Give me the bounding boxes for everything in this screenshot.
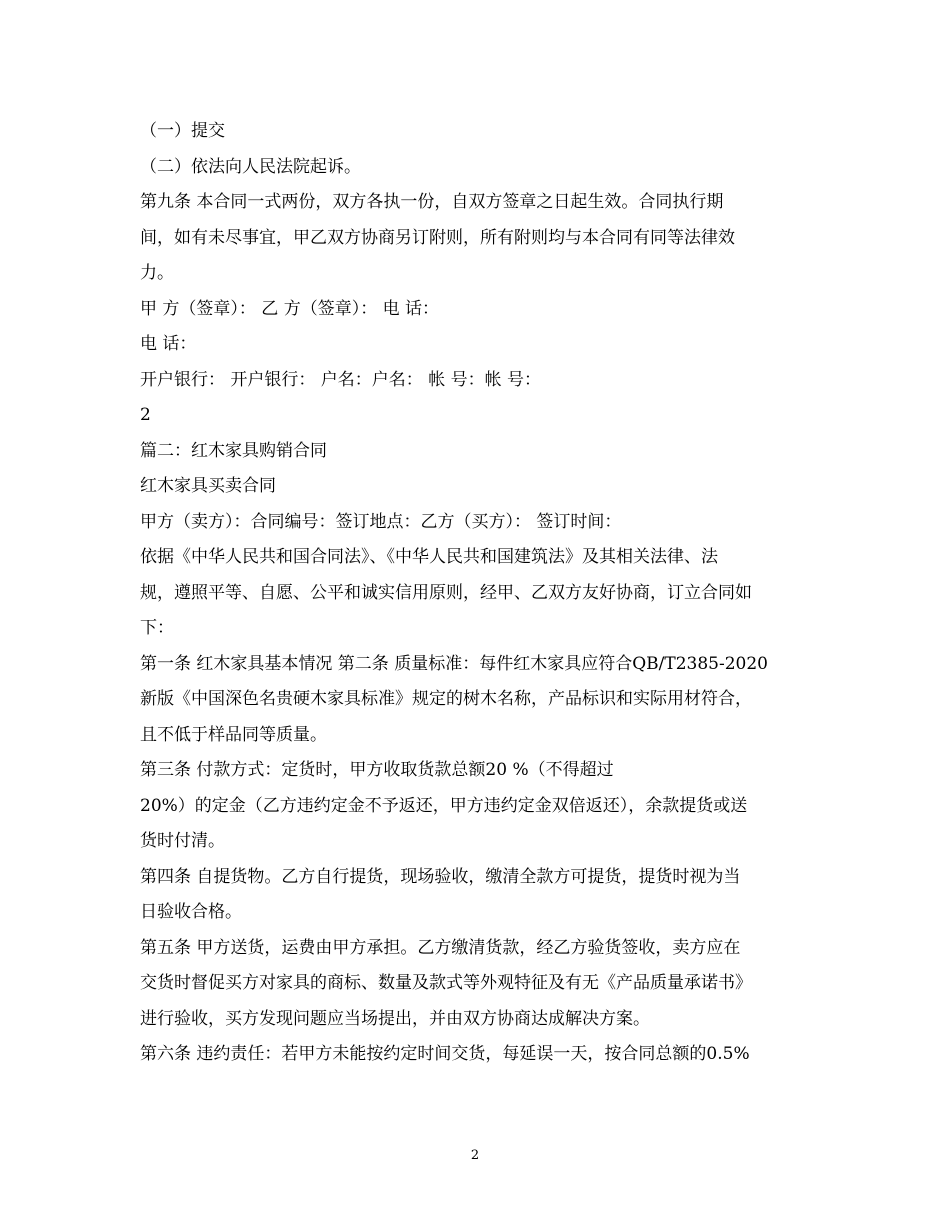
contract-title: 红木家具买卖合同 — [140, 476, 276, 496]
document-body — [140, 116, 820, 1075]
text-line: 第四条 自提货物。乙方自行提货，现场验收，缴清全款方可提货，提货时视为当 — [140, 866, 741, 887]
text-line: 交货时督促买方对家具的商标、数量及款式等外观特征及有无《产品质量承诺书》 — [140, 973, 752, 993]
text-line: 日验收合格。 — [140, 902, 242, 922]
text-line: 且不低于样品同等质量。 — [140, 724, 327, 745]
text-line: 电 话： — [140, 334, 197, 354]
text-line: 甲方（卖方）：合同编号：签订地点：乙方（买方）： 签订时间： — [140, 511, 622, 532]
text-line: 第一条 红木家具基本情况 第二条 质量标准：每件红木家具应符合QB/T2385-2020 — [140, 653, 768, 674]
text-line: 下： — [140, 618, 174, 638]
text-line: 第五条 甲方送货，运费由甲方承担。乙方缴清货款，经乙方验货签收，卖方应在 — [140, 937, 741, 958]
text-line: 第九条 本合同一式两份，双方各执一份，自双方签章之日起生效。合同执行期 — [140, 192, 724, 212]
text-line: 依据《中华人民共和国合同法》、《中华人民共和国建筑法》及其相关法律、法 — [140, 547, 718, 567]
section-heading: 篇二：红木家具购销合同 — [140, 440, 327, 461]
text-line: 新版《中国深色名贵硬木家具标准》规定的树木名称，产品标识和实际用材符合， — [140, 689, 752, 709]
text-line: 开户银行： 开户银行： 户名：户名： 帐 号：帐 号： — [140, 369, 542, 390]
text-line: 力。 — [140, 263, 174, 283]
text-line: 规，遵照平等、自愿、公平和诚实信用原则，经甲、乙双方友好协商，订立合同如 — [140, 582, 752, 603]
text-line: （一）提交 — [140, 121, 225, 141]
text-line: （二）依法向人民法院起诉。 — [140, 156, 361, 177]
text-line: 甲 方（签章）： 乙 方（签章）： 电 话： — [140, 298, 440, 319]
page-number: 2 — [470, 1148, 480, 1163]
text-line: 20%）的定金（乙方违约定金不予返还，甲方违约定金双倍返还），余款提货或送 — [140, 795, 748, 816]
text-line: 2 — [140, 405, 151, 425]
text-line: 间，如有未尽事宜，甲乙双方协商另订附则，所有附则均与本合同有同等法律效 — [140, 227, 735, 248]
text-line: 第三条 付款方式：定货时，甲方收取货款总额20 %（不得超过 — [140, 760, 614, 780]
text-line: 货时付清。 — [140, 831, 225, 851]
text-line: 进行验收，买方发现问题应当场提出，并由双方协商达成解决方案。 — [140, 1008, 650, 1029]
text-line: 第六条 违约责任：若甲方未能按约定时间交货，每延误一天，按合同总额的0.5% — [140, 1044, 750, 1064]
